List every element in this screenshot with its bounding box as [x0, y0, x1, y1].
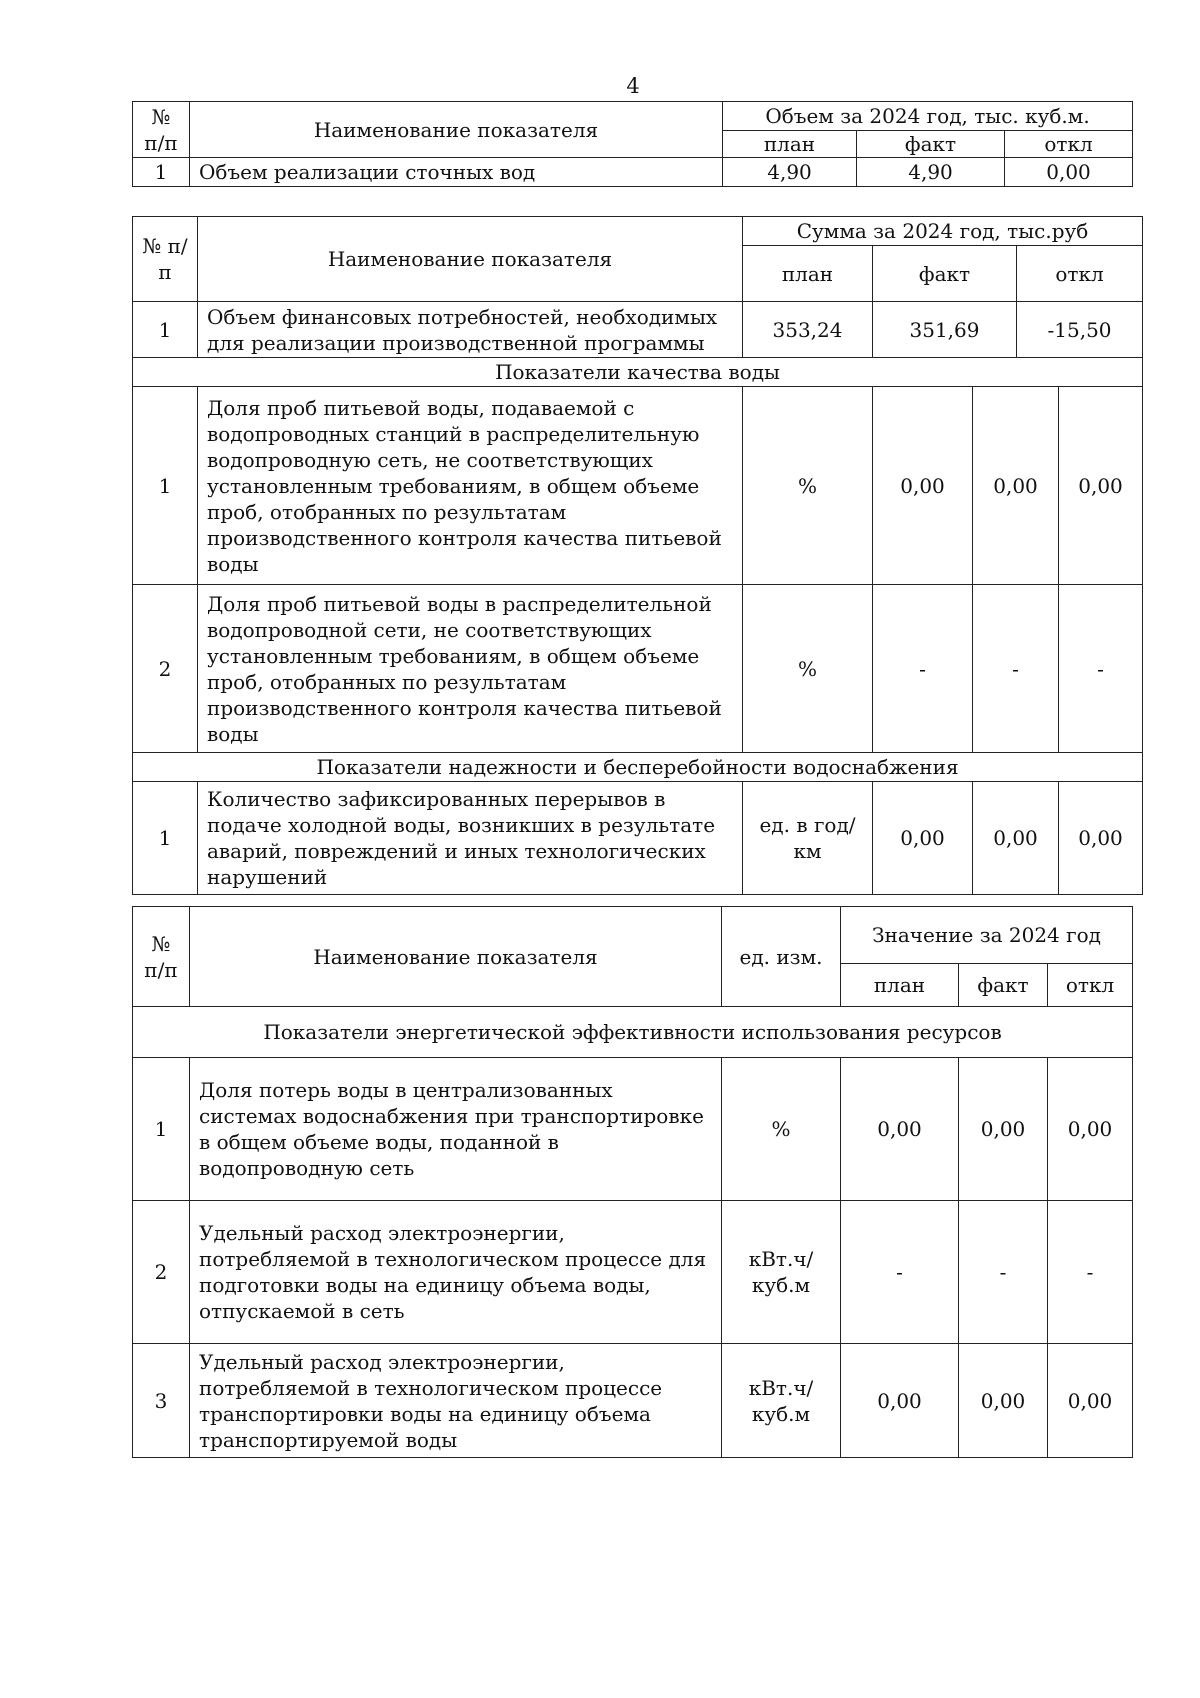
- row-fact: 4,90: [857, 158, 1005, 187]
- row-plan: -: [873, 585, 973, 753]
- row-name: Доля потерь воды в централизованных системах водоснабжения при транспортировке в общем объеме воды, поданной в водопроводную сеть: [190, 1058, 722, 1201]
- row-fact: 0,00: [959, 1058, 1048, 1201]
- row-plan: 0,00: [873, 782, 973, 895]
- row-num: 1: [133, 387, 198, 585]
- section-energy-heading: Показатели энергетической эффективности использования ресурсов: [133, 1007, 1133, 1058]
- table-row: [133, 782, 1143, 895]
- row-num: 3: [133, 1344, 190, 1458]
- row-deviation: 0,00: [1005, 158, 1133, 187]
- row-fact: 0,00: [973, 387, 1059, 585]
- row-name: Доля проб питьевой воды, подаваемой с водопроводных станций в распределительную водопроводную сеть, не соответствующих установленным требованиям, в общем объеме проб, отобранных по результатам производственного контроля качества питьевой воды: [198, 387, 743, 585]
- row-plan: 0,00: [841, 1344, 959, 1458]
- header-fact: факт: [873, 246, 1017, 302]
- header-unit: ед. изм.: [722, 907, 841, 1007]
- row-num: 2: [133, 1201, 190, 1344]
- section-quality-heading: Показатели качества воды: [133, 358, 1143, 387]
- header-fact: факт: [857, 131, 1005, 158]
- row-name: Удельный расход электроэнергии, потребляемой в технологическом процессе для подготовки воды на единицу объема воды, отпускаемой в сеть: [190, 1201, 722, 1344]
- header-plan: план: [841, 964, 959, 1007]
- row-num: 1: [133, 1058, 190, 1201]
- energy-efficiency-table: [132, 906, 1133, 1458]
- row-fact: -: [973, 585, 1059, 753]
- header-plan: план: [743, 246, 873, 302]
- header-num: № п/п: [133, 907, 190, 1007]
- row-name: Объем реализации сточных вод: [190, 158, 723, 187]
- row-plan: 4,90: [723, 158, 857, 187]
- header-sum: Сумма за 2024 год, тыс.руб: [743, 217, 1143, 246]
- header-name: Наименование показателя: [190, 907, 722, 1007]
- row-name: Доля проб питьевой воды в распределительной водопроводной сети, не соответствующих установленным требованиям, в общем объеме проб, отобранных по результатам производственного контроля качества питьевой воды: [198, 585, 743, 753]
- row-plan: -: [841, 1201, 959, 1344]
- row-num: 2: [133, 585, 198, 753]
- header-volume: Объем за 2024 год, тыс. куб.м.: [723, 102, 1133, 131]
- header-num: № п/ п: [133, 217, 198, 302]
- section-reliability-heading: Показатели надежности и бесперебойности водоснабжения: [133, 753, 1143, 782]
- finance-row: [133, 302, 1143, 358]
- row-fact: -: [959, 1201, 1048, 1344]
- header-plan: план: [723, 131, 857, 158]
- row-deviation: -15,50: [1017, 302, 1143, 358]
- row-unit: кВт.ч/ куб.м: [722, 1344, 841, 1458]
- header-name: Наименование показателя: [190, 102, 723, 158]
- table-row: [133, 1344, 1133, 1458]
- row-deviation: -: [1059, 585, 1143, 753]
- finance-quality-table: [132, 216, 1143, 895]
- header-fact: факт: [959, 964, 1048, 1007]
- row-deviation: 0,00: [1059, 387, 1143, 585]
- row-unit: кВт.ч/ куб.м: [722, 1201, 841, 1344]
- row-unit: %: [743, 387, 873, 585]
- sales-volume-table: [132, 101, 1133, 187]
- row-fact: 0,00: [959, 1344, 1048, 1458]
- row-fact: 351,69: [873, 302, 1017, 358]
- row-name: Объем финансовых потребностей, необходимых для реализации производственной программы: [198, 302, 743, 358]
- row-deviation: 0,00: [1048, 1058, 1133, 1201]
- table-row: [133, 158, 1133, 187]
- header-name: Наименование показателя: [198, 217, 743, 302]
- header-num: № п/п: [133, 102, 190, 158]
- page-number: 4: [626, 74, 640, 98]
- row-num: 1: [133, 302, 198, 358]
- row-num: 1: [133, 158, 190, 187]
- header-deviation: откл: [1017, 246, 1143, 302]
- row-deviation: 0,00: [1048, 1344, 1133, 1458]
- row-name: Удельный расход электроэнергии, потребляемой в технологическом процессе транспортировки воды на единицу объема транспортируемой воды: [190, 1344, 722, 1458]
- table-row: [133, 1201, 1133, 1344]
- row-plan: 0,00: [841, 1058, 959, 1201]
- table-row: [133, 585, 1143, 753]
- row-deviation: -: [1048, 1201, 1133, 1344]
- row-deviation: 0,00: [1059, 782, 1143, 895]
- table-row: [133, 1058, 1133, 1201]
- row-num: 1: [133, 782, 198, 895]
- row-unit: %: [743, 585, 873, 753]
- row-plan: 0,00: [873, 387, 973, 585]
- table-row: [133, 387, 1143, 585]
- header-value: Значение за 2024 год: [841, 907, 1133, 964]
- row-unit: %: [722, 1058, 841, 1201]
- header-deviation: откл: [1005, 131, 1133, 158]
- row-unit: ед. в год/ км: [743, 782, 873, 895]
- row-plan: 353,24: [743, 302, 873, 358]
- row-fact: 0,00: [973, 782, 1059, 895]
- row-name: Количество зафиксированных перерывов в подаче холодной воды, возникших в результате аварий, повреждений и иных технологических нарушений: [198, 782, 743, 895]
- header-deviation: откл: [1048, 964, 1133, 1007]
